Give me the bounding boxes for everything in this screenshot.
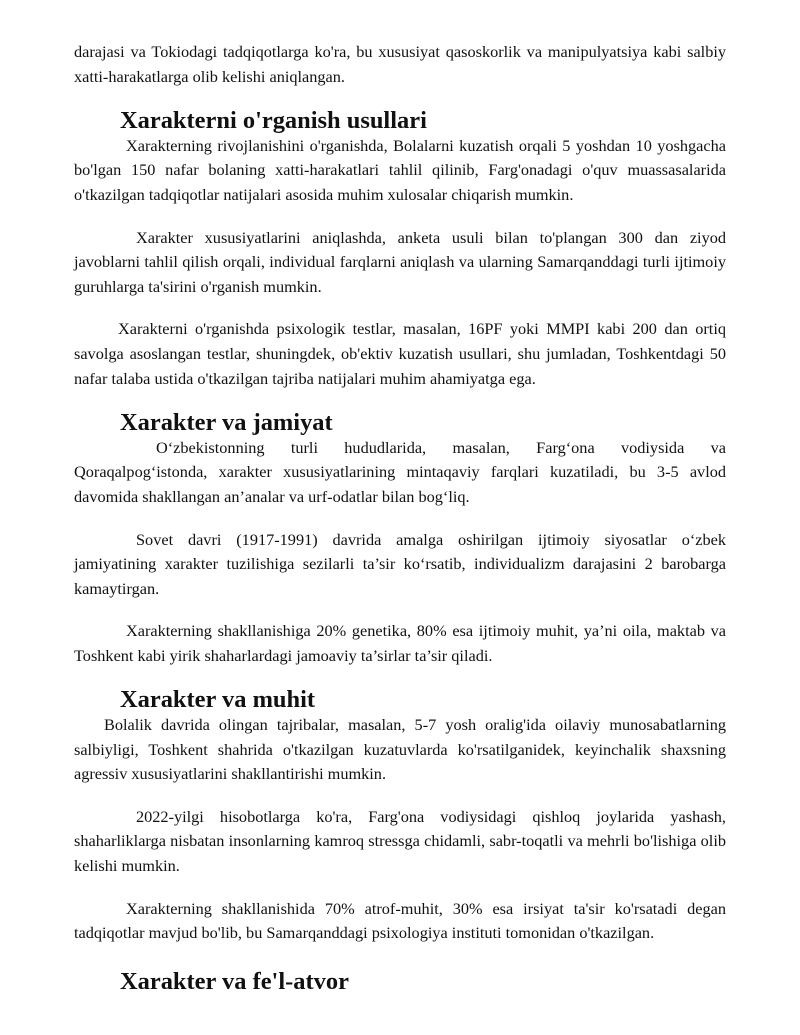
intro-paragraph: darajasi va Tokiodagi tadqiqotlarga ko'ra, bu xususiyat qasoskorlik va manipulyatsiya kabi salbiy xatti-harakatlarga olib kelishi aniqlangan.	[74, 42, 726, 86]
paragraph: Bolalik davrida olingan tajribalar, masalan, 5-7 yosh oralig'ida oilaviy munosabatlarning salbiyligi, Toshkent shahrida o'tkazilgan kuzatuvlarda ko'rsatilganidek, keyinchalik shaxsning agressiv xususiyatlarini shakllantirishi mumkin.	[74, 715, 726, 784]
paragraph: Xarakterning rivojlanishini o'rganishda, Bolalarni kuzatish orqali 5 yoshdan 10 yoshgacha bo'lgan 150 nafar bolaning xatti-harakatlari tahlil qilinib, Farg'onadagi o'quv muassasalarida o'tkazilgan tadqiqotlar natijalari asosida muhim xulosalar chiqarish mumkin.	[74, 135, 726, 204]
paragraph: Xarakter xususiyatlarini aniqlashda, anketa usuli bilan to'plangan 300 dan ziyod javoblarni tahlil qilish orqali, individual farqlarni aniqlash va ularning Samarqanddagi turli ijtimoiy guruhlarga ta'sirini o'rganish mumkin.	[74, 227, 726, 296]
document-page	[74, 40, 726, 994]
section-society	[74, 411, 726, 668]
section-heading: Xarakterni o'rganish usullari	[120, 107, 427, 135]
section-heading: Xarakter va fe'l-atvor	[120, 967, 349, 995]
paragraph: Sovet davri (1917-1991) davrida amalga oshirilgan ijtimoiy siyosatlar o‘zbek jamiyatining xarakter tuzilishiga sezilarli ta’sir ko‘rsatib, individualizm darajasini 2 barobarga kamaytirgan.	[74, 529, 726, 598]
section-methods	[74, 109, 726, 391]
section-heading: Xarakter va jamiyat	[120, 409, 333, 437]
paragraph: Xarakterning shakllanishiga 20% genetika, 80% esa ijtimoiy muhit, ya’ni oila, maktab va Toshkent kabi yirik shaharlardagi jamoaviy ta’sirlar ta’sir qiladi.	[74, 621, 726, 665]
section-temperament	[74, 967, 726, 995]
paragraph: Xarakterni o'rganishda psixologik testlar, masalan, 16PF yoki MMPI kabi 200 dan ortiq savolga asoslangan testlar, shuningdek, ob'ektiv kuzatish usullari, shu jumladan, Toshkentdagi 50 nafar talaba ustida o'tkazilgan tajriba natijalari muhim ahamiyatga ega.	[74, 319, 726, 388]
paragraph: 2022-yilgi hisobotlarga ko'ra, Farg'ona vodiysidagi qishloq joylarida yashash, shaharliklarga nisbatan insonlarning kamroq stressga chidamli, sabr-toqatli va mehrli bo'lishiga olib kelishi mumkin.	[74, 806, 726, 876]
paragraph: Xarakterning shakllanishida 70% atrof-muhit, 30% esa irsiyat ta'sir ko'rsatadi degan tadqiqotlar mavjud bo'lib, bu Samarqanddagi psixologiya instituti tomonidan o'tkazilgan.	[74, 898, 726, 943]
section-heading: Xarakter va muhit	[120, 686, 316, 714]
paragraph: O‘zbekistonning turli hududlarida, masalan, Farg‘ona vodiysida va Qoraqalpog‘istonda, xarakter xususiyatlarining mintaqaviy farqlari kuzatiladi, bu 3-5 avlod davomida shakllangan an’analar va urf-odatlar bilan bog‘liq.	[74, 437, 726, 506]
section-environment	[74, 688, 726, 945]
